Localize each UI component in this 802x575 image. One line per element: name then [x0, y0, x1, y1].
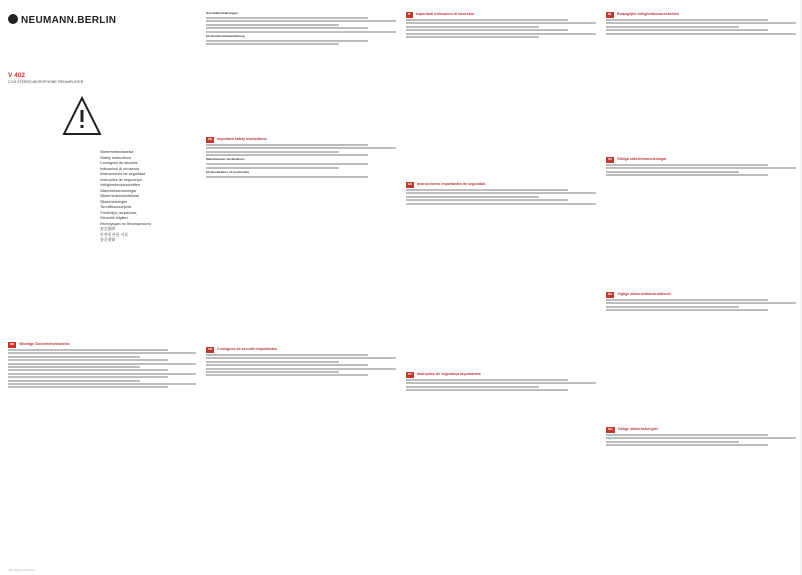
language-item: Инструкции по безопасности [100, 221, 151, 226]
section-title-it: Importanti indicazioni di sicurezza [415, 12, 475, 16]
section-title-pt: Instruções de segurança importantes [416, 372, 481, 376]
language-item: Consignes de sécurité [100, 161, 138, 165]
language-item: Safety Instructions [100, 155, 132, 160]
lang-badge-es: ES [408, 182, 413, 186]
section-title-de: Wichtige Sicherheitshinweise [19, 342, 70, 346]
section-title-sv: Viktiga säkerhetsanvisningar [617, 157, 667, 161]
lang-badge-de: DE [10, 342, 15, 346]
brand-name: NEUMANN.BERLIN [21, 15, 117, 26]
warning-book-icon [62, 96, 102, 143]
language-item: Turvallisuusohjeita [100, 205, 132, 209]
lang-badge-sv: SV [608, 157, 613, 161]
section-nl [606, 10, 796, 150]
page-3 [400, 0, 600, 575]
section-title-fr: Consignes de sécurité importantes [217, 347, 277, 351]
section-title-de-disposal: Herstellererklärungen [206, 11, 238, 15]
lang-badge-da: DA [608, 292, 613, 296]
section-title-es: Instrucciones importantes de seguridad [417, 182, 486, 186]
section-pt [406, 370, 596, 565]
section-title-en-disposal: Manufacturer declarations [206, 157, 245, 162]
page-1 [0, 0, 200, 575]
language-item: Veiligheidsvoorschriften [100, 183, 140, 187]
brand-logo [8, 14, 116, 26]
language-list [100, 150, 151, 244]
language-item: Indicazioni di sicurezza [100, 166, 140, 171]
page-4 [600, 0, 800, 575]
section-sv [606, 155, 796, 285]
language-item: 安全説明 [100, 227, 116, 231]
language-item: Υποδείξεις ασφαλείας [100, 210, 137, 215]
section-title-de-eu: EU-Konformitätserklärung [206, 33, 245, 38]
section-de-cont [206, 10, 396, 130]
lang-badge-it: IT [408, 12, 411, 16]
language-item: Säkerhetsanvisningar [100, 188, 137, 193]
lang-badge-fr: FR [208, 347, 212, 351]
section-title-no: Viktige sikkerhetsregler [617, 427, 658, 431]
section-it [406, 10, 596, 170]
product-model: V 402 [8, 72, 25, 79]
language-item: Sicherheitshinweise [100, 150, 134, 154]
language-item: Sikkerhetsregler [100, 199, 128, 204]
section-title-en: Important safety instructions [217, 137, 267, 141]
section-es [406, 180, 596, 360]
section-title-nl: Belangrijke veiligheidsvoorschriften [617, 12, 679, 16]
logo-mark-icon [8, 14, 18, 24]
footer-text: V402_Safety-Instructions [8, 569, 35, 572]
lang-badge-nl: NL [608, 12, 612, 16]
section-no [606, 425, 796, 565]
lang-badge-en: EN [208, 137, 213, 141]
language-item: 安全須知 [100, 238, 116, 242]
product-subtitle: 2-CH STEREO MICROPHONE PREAMPLIFIER [8, 80, 84, 84]
section-da [606, 290, 796, 420]
section-title-da: Vigtige sikkerhedsinstruktioner [617, 292, 672, 296]
section-fr [206, 345, 396, 565]
page-2 [200, 0, 400, 575]
section-en [206, 135, 396, 335]
lang-badge-no: NO [608, 427, 613, 431]
section-title-en-eu: EU Declaration of Conformity [206, 169, 250, 174]
language-item: Instrucciones de seguridad [100, 172, 146, 176]
lang-badge-pt: PT [408, 372, 412, 376]
language-item: Güvenlik bilgileri [100, 216, 128, 220]
language-item: Sikkerhedsinstruktioner [100, 194, 140, 198]
section-de [8, 340, 196, 570]
language-item: 안전에 관한 지침 [100, 232, 128, 237]
language-item: Instruções de segurança [100, 177, 142, 182]
